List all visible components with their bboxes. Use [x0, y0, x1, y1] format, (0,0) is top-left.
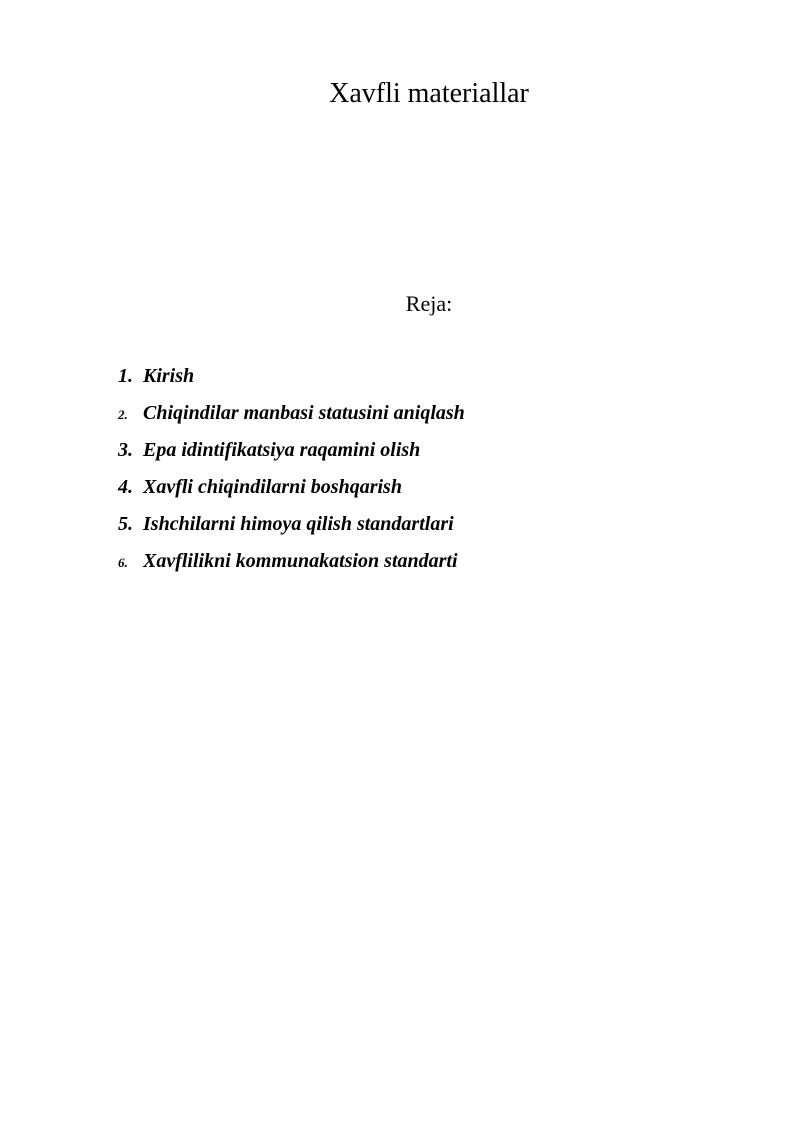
- plan-item: [118, 436, 758, 473]
- plan-item-number: 1.: [118, 365, 133, 387]
- plan-item: [118, 362, 758, 399]
- plan-item: [118, 510, 758, 547]
- plan-item-number: 4.: [118, 476, 133, 498]
- plan-item-text: Epa idintifikatsiya raqamini olish: [143, 439, 421, 461]
- plan-item-number: 6.: [118, 555, 128, 570]
- plan-item-text: Kirish: [143, 365, 195, 387]
- plan-item-text: Ishchilarni himoya qilish standartlari: [143, 513, 454, 535]
- plan-list: [118, 362, 758, 584]
- document-title: Xavfli materiallar: [329, 78, 529, 109]
- plan-item: [118, 473, 758, 510]
- plan-item-number: 5.: [118, 513, 133, 535]
- plan-item-number: 3.: [118, 439, 133, 461]
- plan-item-number: 2.: [118, 407, 128, 422]
- plan-item-text: Xavflilikni kommunakatsion standarti: [143, 550, 458, 572]
- plan-heading: Reja:: [405, 291, 453, 316]
- plan-item: [118, 399, 758, 436]
- plan-item-text: Chiqindilar manbasi statusini aniqlash: [143, 402, 465, 424]
- plan-item: [118, 547, 758, 584]
- plan-item-text: Xavfli chiqindilarni boshqarish: [143, 476, 402, 498]
